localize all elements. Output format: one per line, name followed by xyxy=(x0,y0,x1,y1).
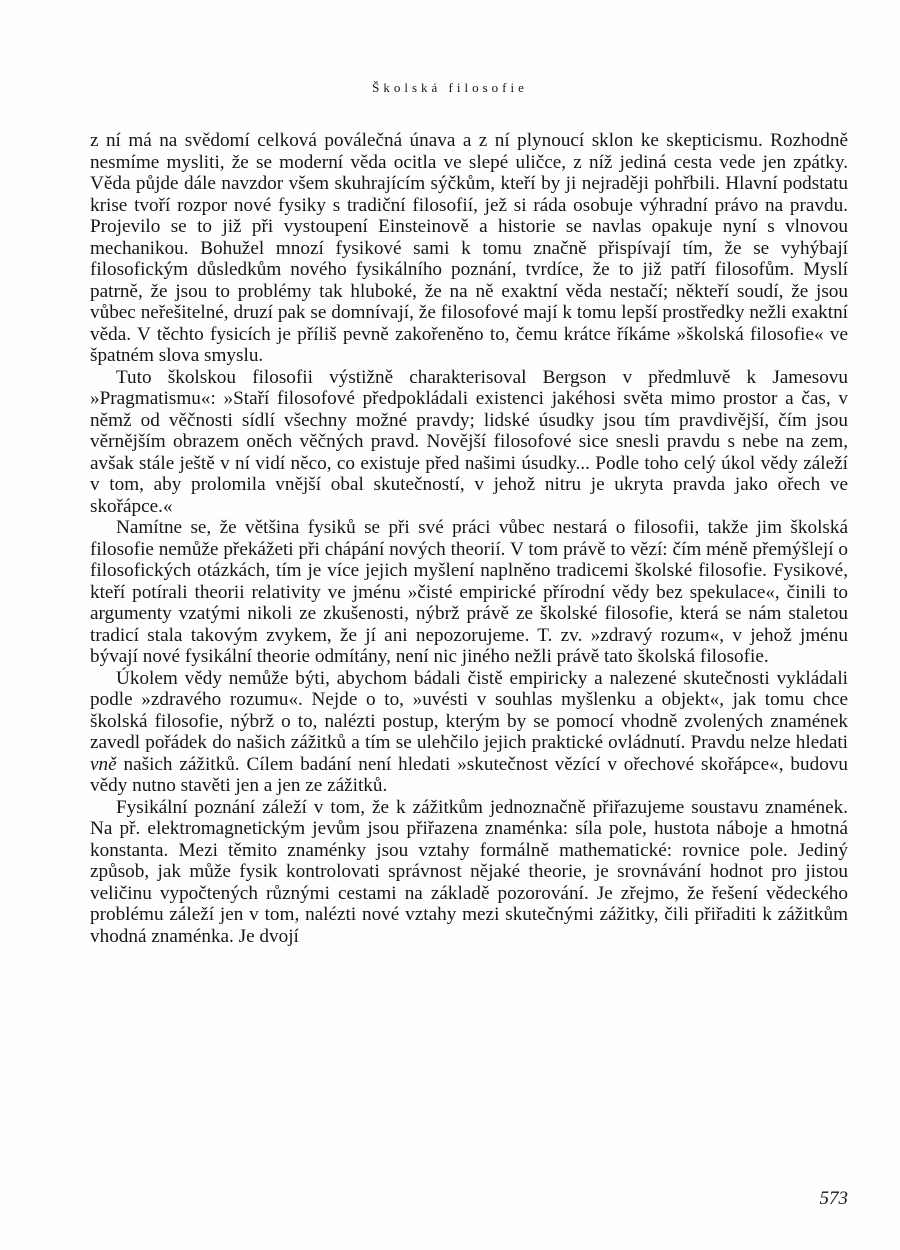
paragraph-5: Fysikální poznání záleží v tom, že k zážitkům jednoznačně přiřazujeme soustavu znamének. Na př. elektromagnetickým jevům jsou přiřazena znaménka: síla pole, hustota náboje a hmotná konstanta. Mezi těmito znaménky jsou vztahy formálně mathematické: rovnice pole. Jediný způsob, jak může fysik kontrolovati správnost nějaké theorie, je srovnávání hodnot pro jistou veličinu vypočtených různými cestami na základě pozorování. Je zřejmo, že řešení vědeckého problému záleží jen v tom, nalézti nové vztahy mezi skutečnými zážitky, čili přiřaditi k zážitkům vhodná znaménka. Je dvojí xyxy=(90,796,848,947)
paragraph-4-text-after: našich zážitků. Cílem badání není hledati »skutečnost vězící v ořechové skořápce«, budovu vědy nutno stavěti jen a jen ze zážitků. xyxy=(90,753,848,796)
body-text xyxy=(90,130,848,947)
emphasis-vne: vně xyxy=(90,753,117,775)
page-number: 573 xyxy=(819,1188,848,1209)
paragraph-3: Namítne se, že většina fysiků se při své práci vůbec nestará o filosofii, takže jim školská filosofie nemůže překážeti při chápání nových theorií. V tom právě to vězí: čím méně přemýšlejí o filosofických otázkách, tím je více jejich myšlení naplněno tradicemi školské filosofie. Fysikové, kteří potírali theorii relativity ve jménu »čisté empirické přírodní vědy bez spekulace«, činili to argumenty vzatými nikoli ze zkušenosti, nýbrž právě ze školské filosofie, která se nám staletou tradicí stala takovým zvykem, že jí ani nepozorujeme. T. zv. »zdravý rozum«, v jehož jménu bývají nové fysikální theorie odmítány, není nic jiného nežli právě tato školská filosofie. xyxy=(90,517,848,667)
paragraph-4 xyxy=(90,668,848,797)
paragraph-4-text-before: Úkolem vědy nemůže býti, abychom bádali čistě empiricky a nalezené skutečnosti vykládali podle »zdravého rozumu«. Nejde o to, »uvésti v souhlas myšlenku a objekt«, jak tomu chce školská filosofie, nýbrž o to, nalézti postup, kterým by se pomocí vhodně zvolených znamének zavedl pořádek do našich zážitků a tím se ulehčilo jejich praktické ovládnutí. Pravdu nelze hledati xyxy=(90,667,848,753)
paragraph-2: Tuto školskou filosofii výstižně charakterisoval Bergson v předmluvě k Jamesovu »Pragmatismu«: »Staří filosofové předpokládali existenci jakéhosi světa mimo prostor a čas, v němž od věčnosti sídlí všechny možné pravdy; lidské úsudky jsou tím pravdivější, čím jsou věrnějším obrazem oněch věčných pravd. Novější filosofové sice snesli pravdu s nebe na zem, avšak stále ještě v ní vidí něco, co existuje před našimi úsudky... Podle toho celý úkol vědy záleží v tom, aby prolomila vnější obal skutečností, v jehož nitru je ukryta pravda jako ořech ve skořápce.« xyxy=(90,366,848,517)
paragraph-1: z ní má na svědomí celková poválečná únava a z ní plynoucí sklon ke skepticismu. Rozhodně nesmíme mysliti, že se moderní věda ocitla ve slepé uličce, z níž jediná cesta vede jen zpátky. Věda půjde dále navzdor všem skuhrajícím sýčkům, kteří by ji nejraději pohřbili. Hlavní podstatu krise tvoří rozpor nové fysiky s tradiční filosofií, jež si ráda osobuje výhradní právo na pravdu. Projevilo se to již při vystoupení Einsteinově a historie se navlas opakuje nyní s vlnovou mechanikou. Bohužel mnozí fysikové sami k tomu značně přispívají tím, že se vyhýbají filosofickým důsledkům nového fysikálního poznání, tvrdíce, že to již patří filosofům. Myslí patrně, že jsou to problémy tak hluboké, že na ně exaktní věda nestačí; někteří soudí, že jsou vůbec neřešitelné, druzí pak se domnívají, že filosofové mají k tomu lepší prostředky nežli exaktní věda. V těchto fysicích je příliš pevně zakořeněno to, čemu krátce říkáme »školská filosofie« ve špatném slova smyslu. xyxy=(90,130,848,366)
running-head: Školská filosofie xyxy=(372,80,528,95)
